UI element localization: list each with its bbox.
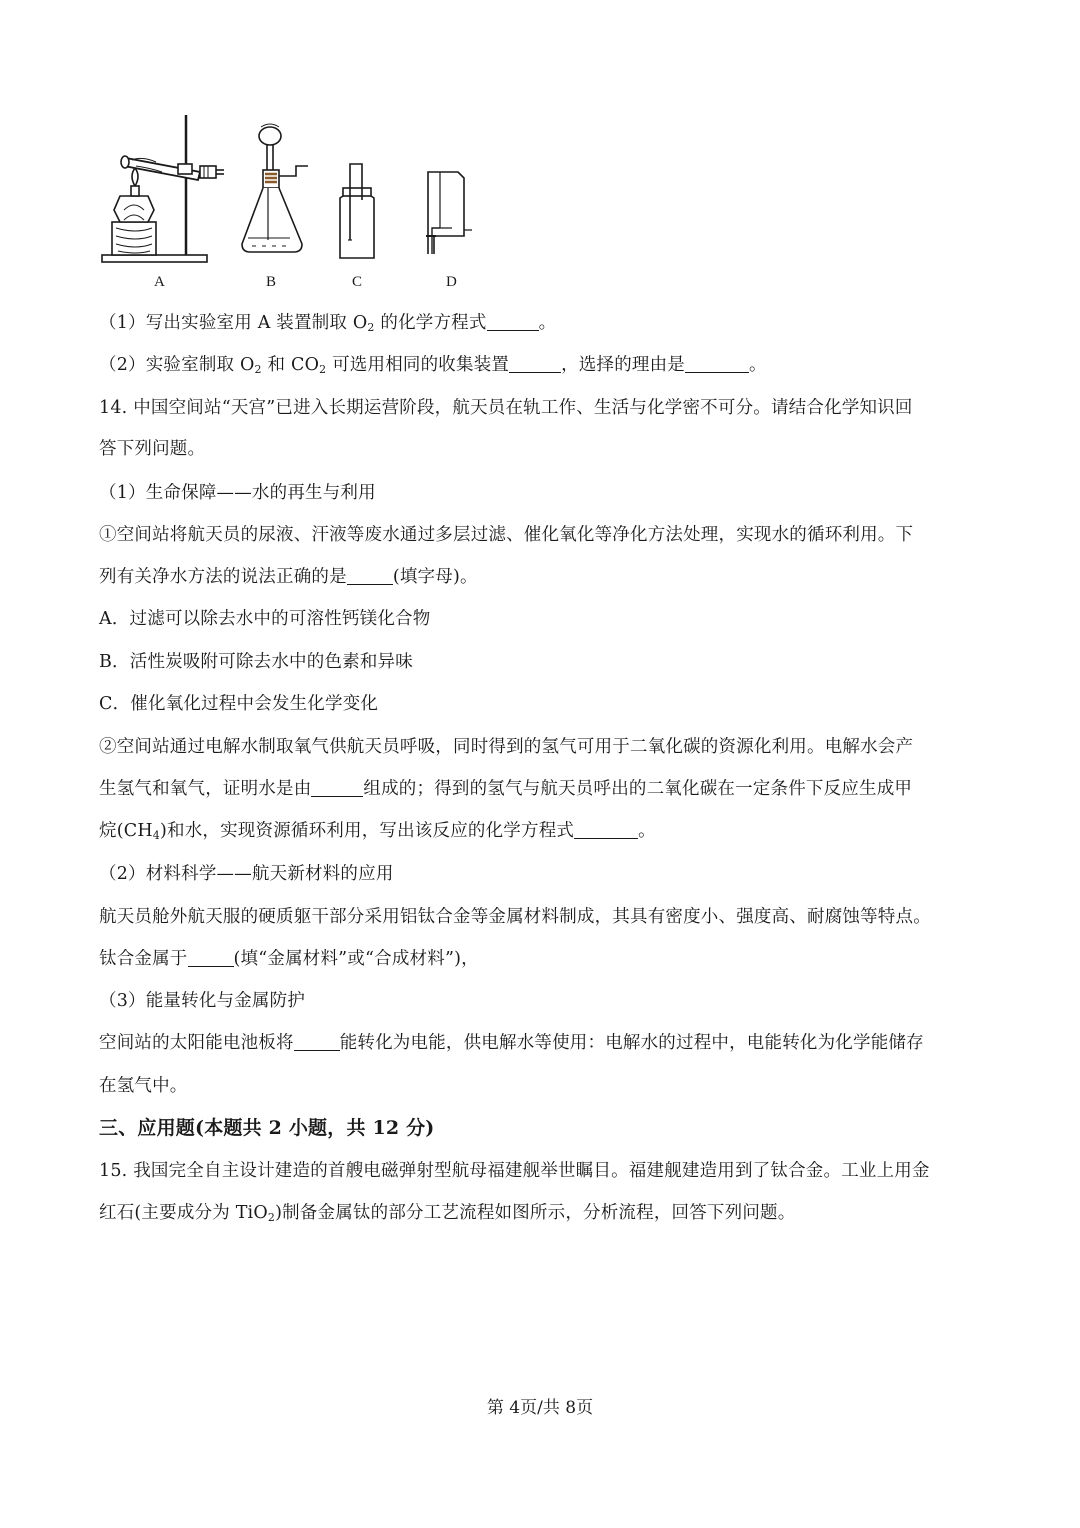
answer-blank[interactable] — [685, 354, 749, 373]
apparatus-label-c: C — [352, 274, 363, 290]
q14-s2-line1: 航天员舱外航天服的硬质躯干部分采用铝钛合金等金属材料制成，其具有密度小、强度高、耐腐蚀等特点。 — [99, 907, 931, 927]
page-number: 第 4页/共 8页 — [486, 1398, 594, 1418]
apparatus-label-a: A — [154, 274, 165, 290]
option-a: A．过滤可以除去水中的可溶性钙镁化合物 — [99, 609, 431, 629]
q14-section2-title: （2）材料科学——航天新材料的应用 — [99, 864, 394, 884]
q14-intro-line1: 14. 中国空间站“天宫”已进入长期运营阶段，航天员在轨工作、生活与化学密不可分。请结合化学知识回 — [99, 398, 913, 418]
q14-s3-line2: 在氢气中。 — [99, 1076, 188, 1096]
answer-blank[interactable] — [574, 820, 638, 839]
q14-s1-q1-line2: 列有关净水方法的说法正确的是 (填字母)。 — [99, 567, 478, 587]
apparatus-label-b: B — [266, 274, 277, 290]
answer-blank[interactable] — [509, 354, 561, 373]
q14-section3-title: （3）能量转化与金属防护 — [99, 991, 306, 1011]
answer-blank[interactable] — [294, 1032, 340, 1051]
apparatus-label-d: D — [446, 274, 457, 290]
answer-blank[interactable] — [487, 312, 539, 331]
apparatus-figure — [96, 110, 496, 292]
q14-s2-line2: 钛合金属于 (填“金属材料”或“合成材料”)， — [99, 949, 479, 969]
q15-line2: 红石(主要成分为 TiO$_2$)制备金属钛的部分工艺流程如图所示，分析流程，回答下列问题。 — [99, 1203, 796, 1224]
answer-blank[interactable] — [311, 778, 363, 797]
apparatus-c-drawing — [340, 164, 374, 258]
answer-blank[interactable] — [347, 566, 393, 585]
apparatus-d-drawing — [426, 172, 472, 254]
q14-s1-q1-line1: ①空间站将航天员的尿液、汗液等废水通过多层过滤、催化氧化等净化方法处理，实现水的循环利用。下 — [99, 525, 914, 545]
option-b: B．活性炭吸附可除去水中的色素和异味 — [99, 652, 413, 672]
q14-s1-q2-line1: ②空间站通过电解水制取氧气供航天员呼吸，同时得到的氢气可用于二氧化碳的资源化利用。电解水会产 — [99, 737, 914, 757]
q14-s1-q2-line2: 生氢气和氧气，证明水是由 组成的；得到的氢气与航天员呼出的二氧化碳在一定条件下反应生成甲 — [99, 779, 913, 799]
apparatus-a-drawing — [102, 115, 224, 262]
q15-line1: 15. 我国完全自主设计建造的首艘电磁弹射型航母福建舰举世瞩目。福建舰建造用到了钛合金。工业上用金 — [99, 1161, 930, 1181]
q14-s1-q2-line3: 烷$(CH_4)$和水，实现资源循环利用，写出该反应的化学方程式 。 — [99, 821, 656, 842]
section-heading: 三、应用题(本题共 2 小题，共 12 分) — [99, 1117, 435, 1139]
q13-part1: （1）写出实验室用 A 装置制取 $O_2$ 的化学方程式 。 — [99, 313, 557, 334]
q14-s3-line1: 空间站的太阳能电池板将 能转化为电能，供电解水等使用：电解水的过程中，电能转化为化学能储存 — [99, 1033, 924, 1053]
apparatus-b-drawing — [242, 124, 308, 252]
q14-section1-title: （1）生命保障——水的再生与利用 — [99, 483, 376, 503]
answer-blank[interactable] — [188, 948, 234, 967]
option-c: C．催化氧化过程中会发生化学变化 — [99, 694, 379, 714]
q14-intro-line2: 答下列问题。 — [99, 439, 206, 459]
q13-part2: （2）实验室制取 $O_2$ 和 $CO_2$ 可选用相同的收集装置 ，选择的理由是 。 — [99, 355, 767, 376]
